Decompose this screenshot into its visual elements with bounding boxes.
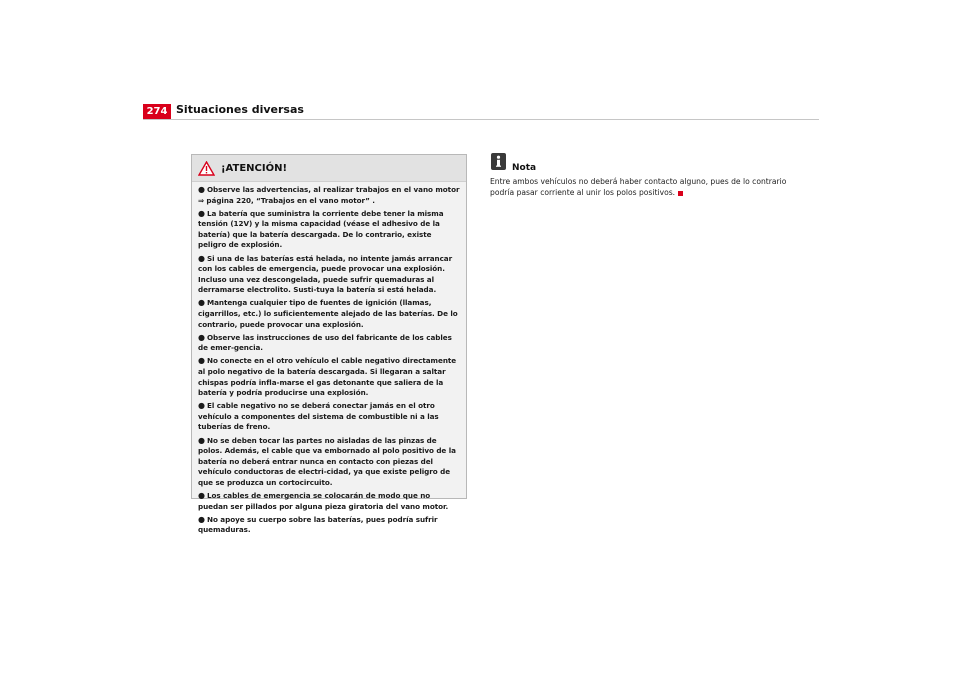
note-text: Entre ambos vehículos no deberá haber contacto alguno, pues de lo contrario podría pasar corriente al unir los polos positivos. xyxy=(490,177,787,197)
warning-item: ● Observe las instrucciones de uso del fabricante de los cables de emer-gencia. xyxy=(198,332,452,353)
warning-title: ¡ATENCIÓN! xyxy=(221,162,288,174)
warning-header xyxy=(192,155,466,182)
bullet-icon: ● xyxy=(198,298,205,308)
end-of-section-icon xyxy=(678,191,683,196)
bullet-icon: ● xyxy=(198,185,205,194)
bullet-icon: ● xyxy=(198,514,205,524)
bullet-icon: ● xyxy=(198,208,205,218)
page-heading: Situaciones diversas xyxy=(176,103,304,116)
bullet-icon: ● xyxy=(198,491,205,501)
info-icon xyxy=(491,153,506,170)
warning-item: ● No conecte en el otro vehículo el cable negativo directamente al polo negativo de la batería descargada. Si llegaran a saltar chispas podría infla-marse el gas detonante que saliera de la batería y podría producirse una explosión. xyxy=(198,356,457,398)
header-divider xyxy=(143,119,819,120)
bullet-icon: ● xyxy=(198,332,205,342)
bullet-icon: ● xyxy=(198,253,205,263)
warning-list xyxy=(192,182,466,536)
warning-item: ● No se deben tocar las partes no aisladas de las pinzas de polos. Además, el cable que va embornado al polo positivo de la batería no deberá entrar nunca en contacto con piezas del vehículo conductoras de electri-cidad, ya que existe peligro de que se produzca un cortocircuito. xyxy=(198,435,456,487)
warning-item: ● Observe las advertencias, al realizar trabajos en el vano motor ⇒ página 220, “Trabajos en el vano motor” . xyxy=(198,185,460,205)
bullet-icon: ● xyxy=(198,356,205,366)
warning-item: ● Si una de las baterías está helada, no intente jamás arrancar con los cables de emergencia, puede provocar una explosión. Incluso una vez descongelada, puede sufrir quemaduras al derramarse electrolito. Susti-tuya la batería si está helada. xyxy=(198,253,453,295)
warning-item: ● Mantenga cualquier tipo de fuentes de ignición (llamas, cigarrillos, etc.) lo suficientemente alejado de las baterías. De lo contrario, puede provocar una explosión. xyxy=(198,298,458,329)
warning-item: ● El cable negativo no se deberá conectar jamás en el otro vehículo a componentes del sistema de combustible ni a las tuberías de freno. xyxy=(198,401,439,432)
note-title: Nota xyxy=(512,163,537,173)
page-number: 274 xyxy=(143,104,171,119)
warning-item: ● No apoye su cuerpo sobre las baterías, pues podría sufrir quemaduras. xyxy=(198,514,438,535)
bullet-icon: ● xyxy=(198,435,205,445)
bullet-icon: ● xyxy=(198,401,205,411)
warning-triangle-icon xyxy=(198,161,215,176)
warning-item: ● Los cables de emergencia se colocarán de modo que no puedan ser pillados por alguna pieza giratoria del vano motor. xyxy=(198,491,449,511)
warning-box xyxy=(191,154,467,535)
warning-item: ● La batería que suministra la corriente debe tener la misma tensión (12V) y la misma capacidad (véase el adhesivo de la batería) que la batería descargada. De lo contrario, existe peligro de explosión. xyxy=(198,208,444,250)
